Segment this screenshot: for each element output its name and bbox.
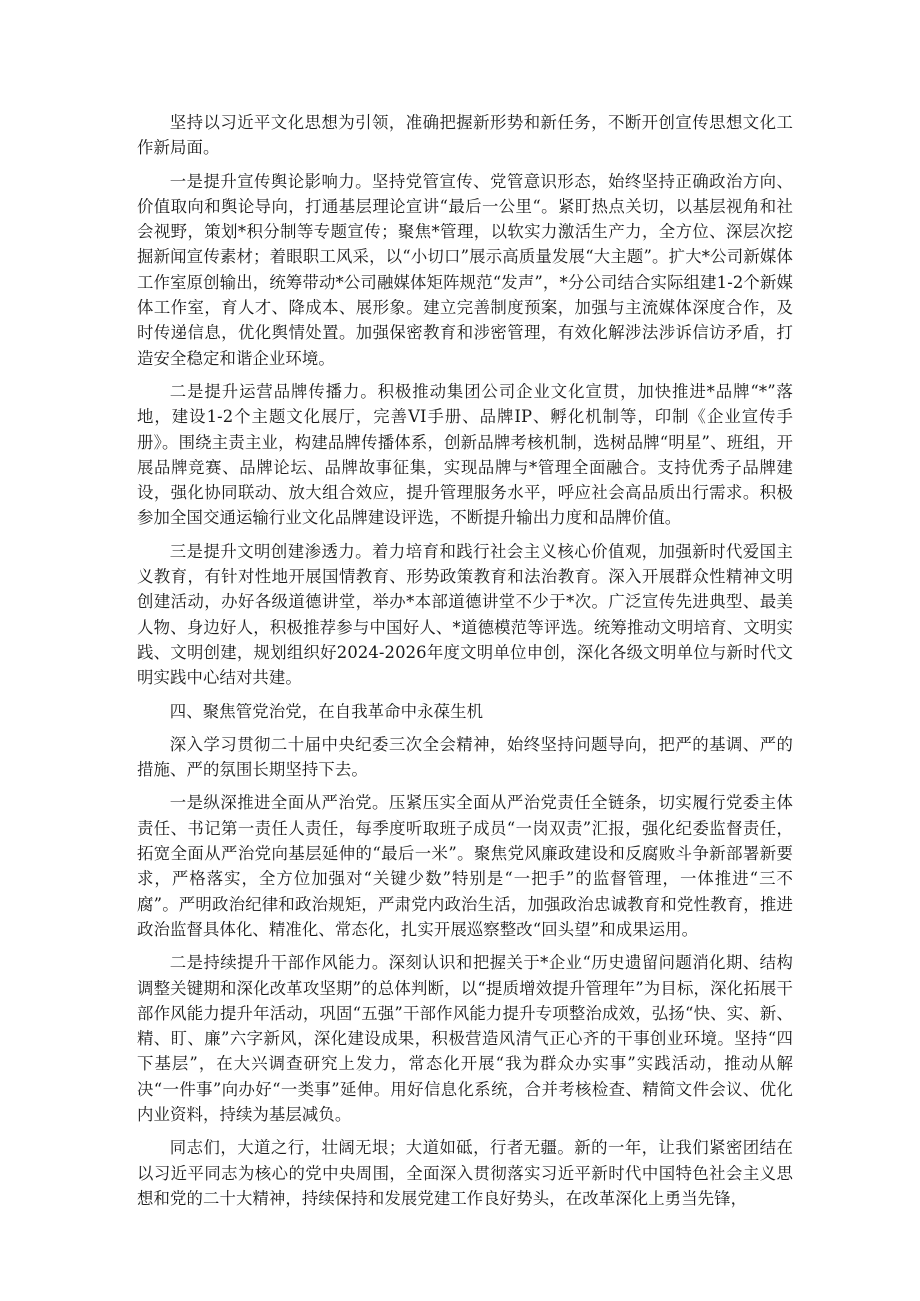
paragraph-intro: 坚持以习近平文化思想为引领，准确把握新形势和新任务，不断开创宣传思想文化工作新局面。 [137,113,793,158]
paragraph-discipline-intro: 深入学习贯彻二十届中央纪委三次全会精神，始终坚持问题导向，把严的基调、严的措施、严的氛围长期坚持下去。 [137,734,793,780]
paragraph-brand: 二是提升运营品牌传播力。积极推动集团公司企业文化宣贯，加快推进*品牌“*”落地，建设1-2个主题文化展厅，完善VI手册、品牌IP、孵化机制等，印制《企业宣传手册》。围绕主责主业，构建品牌传播体系，创新品牌考核机制，选树品牌“明星”、班组，开展品牌竞赛、品牌论坛、品牌故事征集，实现品牌与*管理全面融合。支持优秀子品牌建设，强化协同联动、放大组合效应，提升管理服务水平，呼应社会高品质出行需求。积极参加全国交通运输行业文化品牌建设评选，不断提升输出力度和品牌价值。 [137,381,793,528]
paragraph-cadre-style: 二是持续提升干部作风能力。深刻认识和把握关于*企业“历史遗留问题消化期、结构调整关键期和深化改革攻坚期”的总体判断，以“提质增效提升管理年”为目标，深化拓展干部作风能力提升年活动，巩固“五强”干部作风能力提升专项整治成效，弘扬“快、实、新、精、盯、廉”六字新风，深化建设成果，积极营造风清气正心齐的干事创业环境。坚持“四下基层”，在大兴调查研究上发力，常态化开展“我为群众办实事”实践活动，推动从解决“一件事”向办好“一类事”延伸。用好信息化系统，合并考核检查、精简文件会议、优化内业资料，持续为基层减负。 [137,953,793,1124]
paragraph-civilization: 三是提升文明创建渗透力。着力培育和践行社会主义核心价值观，加强新时代爱国主义教育，有针对性地开展国情教育、形势政策教育和法治教育。深入开展群众性精神文明创建活动，办好各级道德讲堂，举办*本部道德讲堂不少于*次。广泛宣传先进典型、最美人物、身边好人，积极推荐参与中国好人、*道德模范等评选。统筹推动文明培育、文明实践、文明创建，规划组织好2024-2026年度文明单位申创，深化各级文明单位与新时代文明实践中心结对共建。 [137,541,793,688]
paragraph-strict-governance: 一是纵深推进全面从严治党。压紧压实全面从严治党责任全链条，切实履行党委主体责任、书记第一责任人责任，每季度听取班子成员“一岗双责”汇报，强化纪委监督责任，拓宽全面从严治党向基层延伸的“最后一米”。聚焦党风廉政建设和反腐败斗争新部署新要求，严格落实，全方位加强对“关键少数”特别是“一把手”的监督管理，一体推进“三不腐”。严明政治纪律和政治规矩，严肃党内政治生活，加强政治忠诚教育和党性教育，推进政治监督具体化、精准化、常态化，扎实开展巡察整改“回头望”和成果运用。 [137,793,793,939]
section-heading-four: 四、聚焦管党治党，在自我革命中永葆生机 [169,701,484,721]
paragraph-closing: 同志们，大道之行，壮阔无垠；大道如砥，行者无疆。新的一年，让我们紧密团结在以习近平同志为核心的党中央周围，全面深入贯彻落实习近平新时代中国特色社会主义思想和党的二十大精神，持续保持和发展党建工作良好势头，在改革深化上勇当先锋， [137,1138,793,1208]
paragraph-publicity: 一是提升宣传舆论影响力。坚持党管宣传、党管意识形态，始终坚持正确政治方向、价值取向和舆论导向，打通基层理论宣讲“最后一公里“。紧盯热点关切，以基层视角和社会视野，策划*积分制等专题宣传；聚焦*管理，以软实力激活生产力，全方位、深层次挖掘新闻宣传素材；着眼职工风采，以“小切口”展示高质量发展“大主题”。扩大*公司新媒体工作室原创输出，统筹带动*公司融媒体矩阵规范“发声”，*分公司结合实际组建1-2个新媒体工作室，育人才、降成本、展形象。建立完善制度预案，加强与主流媒体深度合作，及时传递信息，优化舆情处置。加强保密教育和涉密管理，有效化解涉法涉诉信访矛盾，打造安全稳定和谐企业环境。 [137,171,793,368]
document-body [137,110,793,1219]
